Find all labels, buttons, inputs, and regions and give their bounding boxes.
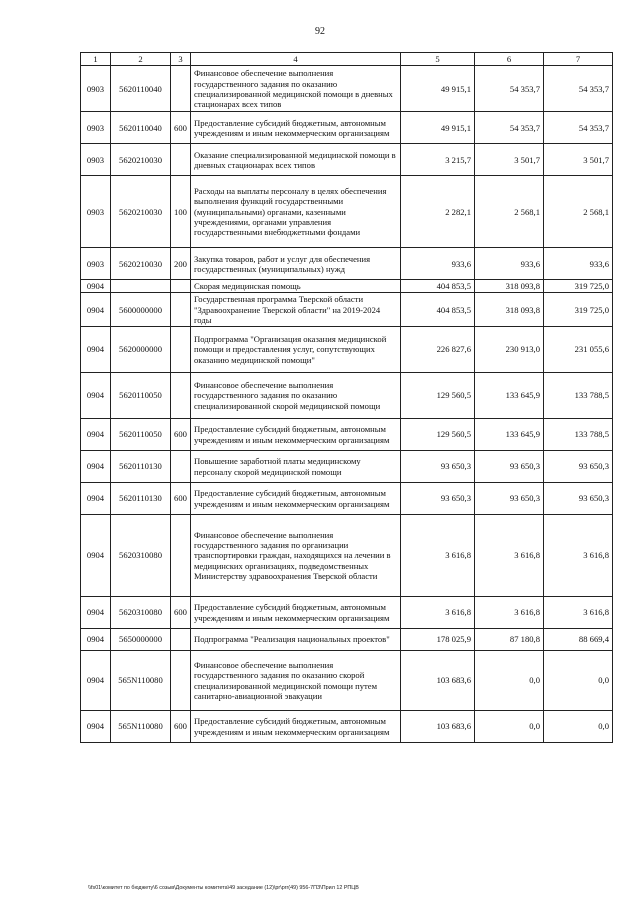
target-code-cell: 5620110050 [111, 373, 171, 419]
amount-col6-cell: 54 353,7 [475, 66, 544, 112]
amount-col7-cell: 231 055,6 [544, 327, 613, 373]
item-name-cell: Финансовое обеспечение выполнения государственного задания по организации транспортировки граждан, находящихся на лечении в медицинских организациях, подведомственных Министерству здравоохранения Тверской области [191, 515, 401, 597]
budget-table [80, 52, 613, 743]
item-name-cell: Повышение заработной платы медицинскому персоналу скорой медицинской помощи [191, 451, 401, 483]
section-cell: 0904 [81, 327, 111, 373]
amount-col5-cell: 129 560,5 [401, 373, 475, 419]
amount-col5-cell: 226 827,6 [401, 327, 475, 373]
item-name-cell: Предоставление субсидий бюджетным, автономным учреждениям и иным некоммерческим организациям [191, 711, 401, 743]
amount-col5-cell: 3 616,8 [401, 597, 475, 629]
amount-col6-cell: 87 180,8 [475, 629, 544, 651]
section-cell: 0903 [81, 144, 111, 176]
item-name-cell: Подпрограмма "Организация оказания медицинской помощи и предоставления услуг, сопутствующих оказанию медицинской помощи" [191, 327, 401, 373]
amount-col5-cell: 93 650,3 [401, 451, 475, 483]
table-row [81, 144, 613, 176]
item-name-cell: Закупка товаров, работ и услуг для обеспечения государственных (муниципальных) нужд [191, 248, 401, 280]
target-code-cell: 5620110050 [111, 419, 171, 451]
amount-col6-cell: 2 568,1 [475, 176, 544, 248]
target-code-cell: 5620210030 [111, 248, 171, 280]
column-number-row [81, 53, 613, 66]
column-number: 4 [191, 53, 401, 66]
table-row [81, 629, 613, 651]
section-cell: 0904 [81, 651, 111, 711]
item-name-cell: Предоставление субсидий бюджетным, автономным учреждениям и иным некоммерческим организациям [191, 483, 401, 515]
target-code-cell: 5620110040 [111, 112, 171, 144]
amount-col7-cell: 0,0 [544, 651, 613, 711]
amount-col5-cell: 103 683,6 [401, 651, 475, 711]
column-number: 2 [111, 53, 171, 66]
amount-col7-cell: 2 568,1 [544, 176, 613, 248]
amount-col6-cell: 93 650,3 [475, 483, 544, 515]
item-name-cell: Предоставление субсидий бюджетным, автономным учреждениям и иным некоммерческим организациям [191, 597, 401, 629]
amount-col5-cell: 404 853,5 [401, 280, 475, 293]
amount-col6-cell: 318 093,8 [475, 293, 544, 327]
expense-type-cell: 600 [171, 112, 191, 144]
amount-col7-cell: 133 788,5 [544, 373, 613, 419]
column-number: 7 [544, 53, 613, 66]
amount-col7-cell: 93 650,3 [544, 483, 613, 515]
table-row [81, 597, 613, 629]
amount-col6-cell: 933,6 [475, 248, 544, 280]
table-row [81, 112, 613, 144]
item-name-cell: Подпрограмма "Реализация национальных проектов" [191, 629, 401, 651]
expense-type-cell: 200 [171, 248, 191, 280]
section-cell: 0904 [81, 711, 111, 743]
amount-col7-cell: 133 788,5 [544, 419, 613, 451]
target-code-cell: 5600000000 [111, 293, 171, 327]
expense-type-cell [171, 144, 191, 176]
amount-col5-cell: 933,6 [401, 248, 475, 280]
expense-type-cell [171, 629, 191, 651]
section-cell: 0904 [81, 451, 111, 483]
amount-col5-cell: 3 215,7 [401, 144, 475, 176]
item-name-cell: Предоставление субсидий бюджетным, автономным учреждениям и иным некоммерческим организациям [191, 112, 401, 144]
target-code-cell: 5620110130 [111, 451, 171, 483]
table-row [81, 419, 613, 451]
item-name-cell: Оказание специализированной медицинской помощи в дневных стационарах всех типов [191, 144, 401, 176]
section-cell: 0903 [81, 176, 111, 248]
amount-col6-cell: 3 616,8 [475, 515, 544, 597]
amount-col5-cell: 3 616,8 [401, 515, 475, 597]
amount-col5-cell: 49 915,1 [401, 66, 475, 112]
section-cell: 0904 [81, 483, 111, 515]
target-code-cell: 5620210030 [111, 144, 171, 176]
expense-type-cell [171, 451, 191, 483]
amount-col7-cell: 3 501,7 [544, 144, 613, 176]
item-name-cell: Государственная программа Тверской области "Здравоохранение Тверской области" на 2019-2024 годы [191, 293, 401, 327]
expense-type-cell [171, 373, 191, 419]
column-number: 6 [475, 53, 544, 66]
item-name-cell: Расходы на выплаты персоналу в целях обеспечения выполнения функций государственными (муниципальными) органами, казенными учреждениями, органами управления государственными внебюджетными фондами [191, 176, 401, 248]
amount-col7-cell: 88 669,4 [544, 629, 613, 651]
expense-type-cell [171, 651, 191, 711]
column-number: 1 [81, 53, 111, 66]
table-row [81, 66, 613, 112]
expense-type-cell: 100 [171, 176, 191, 248]
expense-type-cell [171, 293, 191, 327]
expense-type-cell [171, 66, 191, 112]
amount-col5-cell: 2 282,1 [401, 176, 475, 248]
table-row [81, 483, 613, 515]
table-row [81, 327, 613, 373]
expense-type-cell: 600 [171, 597, 191, 629]
section-cell: 0903 [81, 248, 111, 280]
amount-col5-cell: 129 560,5 [401, 419, 475, 451]
target-code-cell [111, 280, 171, 293]
amount-col6-cell: 0,0 [475, 711, 544, 743]
table-row [81, 248, 613, 280]
amount-col6-cell: 3 501,7 [475, 144, 544, 176]
table-row [81, 515, 613, 597]
amount-col7-cell: 93 650,3 [544, 451, 613, 483]
table-row [81, 176, 613, 248]
amount-col7-cell: 54 353,7 [544, 66, 613, 112]
amount-col7-cell: 0,0 [544, 711, 613, 743]
item-name-cell: Финансовое обеспечение выполнения государственного задания по оказанию специализированной скорой медицинской помощи [191, 373, 401, 419]
target-code-cell: 5620210030 [111, 176, 171, 248]
section-cell: 0904 [81, 515, 111, 597]
target-code-cell: 5620110040 [111, 66, 171, 112]
amount-col5-cell: 49 915,1 [401, 112, 475, 144]
table-row [81, 373, 613, 419]
target-code-cell: 5620310080 [111, 515, 171, 597]
table-row [81, 711, 613, 743]
amount-col7-cell: 3 616,8 [544, 597, 613, 629]
target-code-cell: 565N110080 [111, 651, 171, 711]
table-row [81, 293, 613, 327]
section-cell: 0904 [81, 293, 111, 327]
section-cell: 0904 [81, 419, 111, 451]
file-path-footer: \\fs01\комитет по бюджету\6 созыв\Документы комитета\49 заседание (12)\pr\prr(49) 956-7ПЗ\Прил 12 РПЦВ [88, 885, 359, 891]
amount-col7-cell: 933,6 [544, 248, 613, 280]
expense-type-cell: 600 [171, 483, 191, 515]
expense-type-cell [171, 515, 191, 597]
amount-col7-cell: 54 353,7 [544, 112, 613, 144]
amount-col6-cell: 0,0 [475, 651, 544, 711]
expense-type-cell: 600 [171, 419, 191, 451]
table-row [81, 451, 613, 483]
target-code-cell: 5620110130 [111, 483, 171, 515]
table-row [81, 280, 613, 293]
column-number: 3 [171, 53, 191, 66]
amount-col6-cell: 93 650,3 [475, 451, 544, 483]
item-name-cell: Финансовое обеспечение выполнения государственного задания по оказанию специализированной медицинской помощи в дневных стационарах всех типов [191, 66, 401, 112]
item-name-cell: Финансовое обеспечение выполнения государственного задания по оказанию скорой специализированной медицинской помощи путем санитарно-авиационной эвакуации [191, 651, 401, 711]
amount-col5-cell: 93 650,3 [401, 483, 475, 515]
target-code-cell: 5620000000 [111, 327, 171, 373]
section-cell: 0904 [81, 373, 111, 419]
amount-col5-cell: 404 853,5 [401, 293, 475, 327]
target-code-cell: 5650000000 [111, 629, 171, 651]
section-cell: 0904 [81, 629, 111, 651]
amount-col7-cell: 319 725,0 [544, 293, 613, 327]
amount-col7-cell: 3 616,8 [544, 515, 613, 597]
expense-type-cell: 600 [171, 711, 191, 743]
expense-type-cell [171, 327, 191, 373]
table-row [81, 651, 613, 711]
section-cell: 0904 [81, 597, 111, 629]
item-name-cell: Скорая медицинская помощь [191, 280, 401, 293]
amount-col6-cell: 3 616,8 [475, 597, 544, 629]
section-cell: 0903 [81, 112, 111, 144]
amount-col6-cell: 54 353,7 [475, 112, 544, 144]
amount-col5-cell: 178 025,9 [401, 629, 475, 651]
amount-col6-cell: 133 645,9 [475, 419, 544, 451]
section-cell: 0904 [81, 280, 111, 293]
page-number: 92 [315, 26, 325, 37]
section-cell: 0903 [81, 66, 111, 112]
amount-col7-cell: 319 725,0 [544, 280, 613, 293]
amount-col5-cell: 103 683,6 [401, 711, 475, 743]
amount-col6-cell: 133 645,9 [475, 373, 544, 419]
target-code-cell: 5620310080 [111, 597, 171, 629]
item-name-cell: Предоставление субсидий бюджетным, автономным учреждениям и иным некоммерческим организациям [191, 419, 401, 451]
amount-col6-cell: 318 093,8 [475, 280, 544, 293]
expense-type-cell [171, 280, 191, 293]
target-code-cell: 565N110080 [111, 711, 171, 743]
column-number: 5 [401, 53, 475, 66]
amount-col6-cell: 230 913,0 [475, 327, 544, 373]
